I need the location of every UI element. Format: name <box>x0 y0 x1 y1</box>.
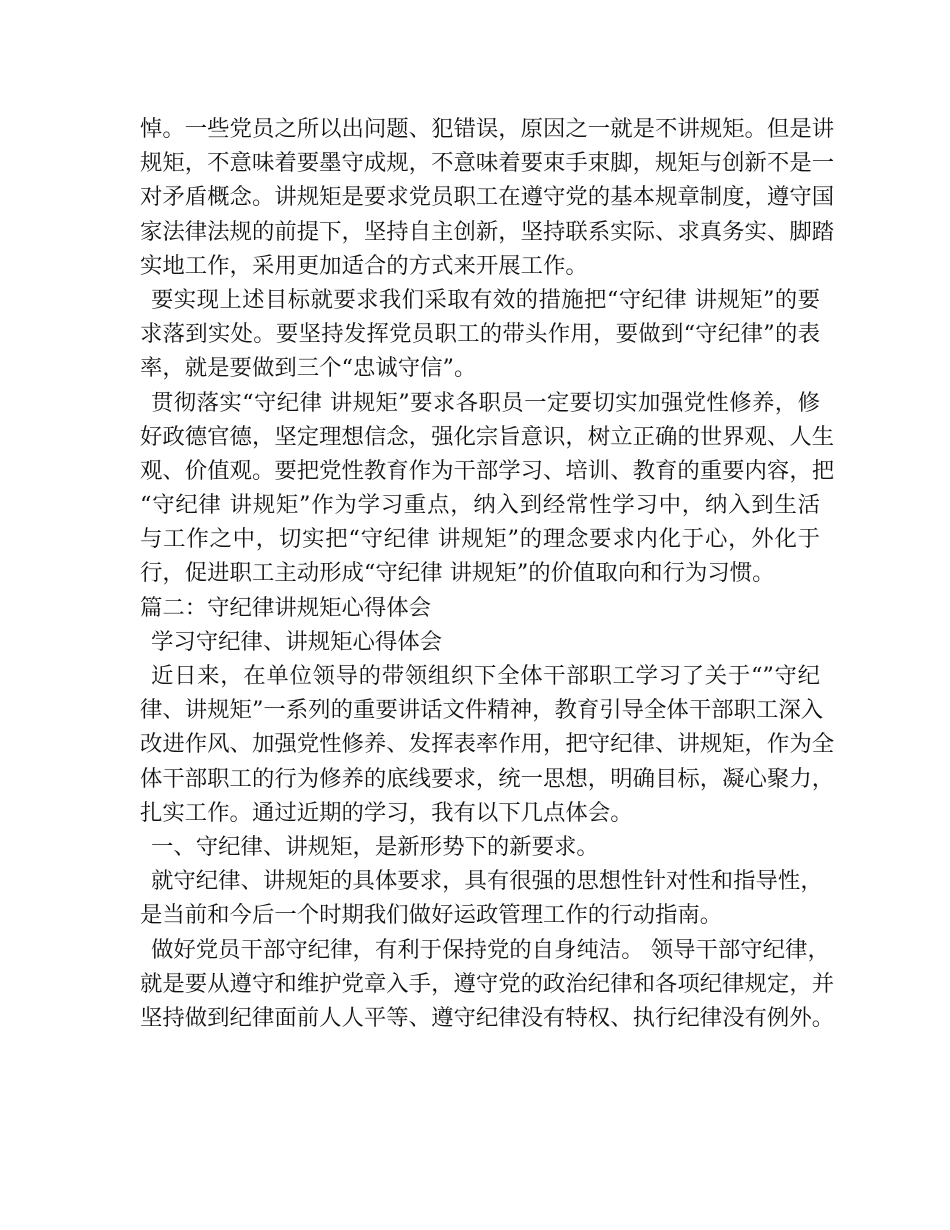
document-text-body <box>140 112 835 1035</box>
text-line: 就是要从遵守和维护党章入手，遵守党的政治纪律和各项纪律规定，并 <box>140 970 835 997</box>
text-line: 规矩，不意味着要墨守成规，不意味着要束手束脚，规矩与创新不是一 <box>140 150 835 177</box>
text-line: “守纪律 讲规矩”作为学习重点，纳入到经常性学习中，纳入到生活 <box>140 492 820 519</box>
text-line: 观、价值观。要把党性教育作为干部学习、培训、教育的重要内容，把 <box>140 457 835 484</box>
text-line: 与工作之中，切实把“守纪律 讲规矩”的理念要求内化于心，外化于 <box>140 526 820 553</box>
text-line: 改进作风、加强党性修养、发挥表率作用，把守纪律、讲规矩，作为全 <box>140 731 835 758</box>
text-line: 求落到实处。要坚持发挥党员职工的带头作用，要做到“守纪律”的表 <box>140 321 820 348</box>
text-line: 贯彻落实“守纪律 讲规矩”要求各职员一定要切实加强党性修养，修 <box>151 389 820 416</box>
text-line: 家法律法规的前提下，坚持自主创新，坚持联系实际、求真务实、脚踏 <box>140 218 835 245</box>
text-line: 一、守纪律、讲规矩，是新形势下的新要求。 <box>151 833 599 860</box>
text-line: 体干部职工的行为修养的底线要求，统一思想，明确目标，凝心聚力， <box>140 765 835 792</box>
text-line: 悼。一些党员之所以出问题、犯错误，原因之一就是不讲规矩。但是讲 <box>140 116 835 142</box>
text-line: 实地工作，采用更加适合的方式来开展工作。 <box>140 252 588 279</box>
text-line: 行，促进职工主动形成“守纪律 讲规矩”的价值取向和行为习惯。 <box>140 560 775 587</box>
text-line: 做好党员干部守纪律，有利于保持党的自身纯洁。 领导干部守纪律， <box>151 936 830 963</box>
text-line: 对矛盾概念。讲规矩是要求党员职工在遵守党的基本规章制度，遵守国 <box>140 184 835 211</box>
text-line: 近日来，在单位领导的带领组织下全体干部职工学习了关于“”守纪 <box>151 663 820 689</box>
text-line: 扎实工作。通过近期的学习，我有以下几点体会。 <box>140 799 633 826</box>
text-line: 好政德官德，坚定理想信念，强化宗旨意识，树立正确的世界观、人生 <box>140 423 835 450</box>
text-line: 率，就是要做到三个“忠诚守信”。 <box>140 355 477 382</box>
text-line: 学习守纪律、讲规矩心得体会 <box>151 628 443 655</box>
text-line: 坚持做到纪律面前人人平等、遵守纪律没有特权、执行纪律没有例外。 <box>140 1004 835 1031</box>
text-line: 就守纪律、讲规矩的具体要求，具有很强的思想性针对性和指导性， <box>151 868 823 895</box>
text-line: 是当前和今后一个时期我们做好运政管理工作的行动指南。 <box>140 902 723 929</box>
text-line: 篇二：守纪律讲规矩心得体会 <box>140 594 432 621</box>
text-line: 要实现上述目标就要求我们采取有效的措施把“守纪律 讲规矩”的要 <box>151 286 820 313</box>
text-line: 律、讲规矩”一系列的重要讲话文件精神，教育引导全体干部职工深入 <box>140 697 824 724</box>
